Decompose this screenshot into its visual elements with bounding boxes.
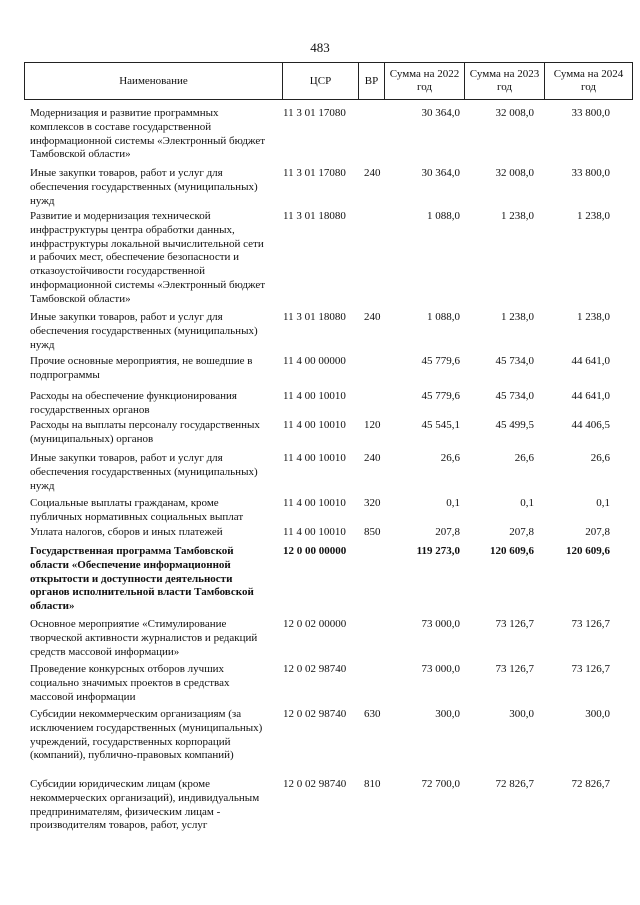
row-sum-2022: 0,1 [446, 497, 460, 509]
header-vr: ВР [359, 63, 385, 100]
row-sum-2023: 32 008,0 [495, 107, 534, 119]
row-sum-2022: 45 779,6 [421, 355, 460, 367]
row-vr: 810 [364, 778, 381, 790]
row-sum-2024: 73 126,7 [571, 663, 610, 675]
row-csr: 12 0 02 98740 [283, 778, 347, 790]
row-name: Расходы на обеспечение функционирования государственных органов [30, 390, 237, 416]
row-sum-2022: 1 088,0 [427, 210, 460, 222]
row-vr: 240 [364, 167, 381, 179]
row-sum-2024: 207,8 [585, 526, 610, 538]
row-sum-2022: 73 000,0 [421, 618, 460, 630]
row-name: Субсидии юридическим лицам (кроме некоммерческих организаций), индивидуальным предпринимателям, физическим лицам - производителям товаров, работ, услуг [30, 778, 260, 832]
row-sum-2023: 300,0 [509, 708, 534, 720]
row-sum-2024: 33 800,0 [571, 167, 610, 179]
row-csr: 11 4 00 10010 [283, 526, 346, 538]
row-sum-2023: 1 238,0 [501, 210, 534, 222]
row-sum-2022: 1 088,0 [427, 311, 460, 323]
row-sum-2024: 72 826,7 [571, 778, 610, 790]
row-sum-2024: 44 406,5 [571, 419, 610, 431]
row-sum-2024: 26,6 [590, 452, 610, 464]
header-name: Наименование [25, 63, 283, 100]
row-sum-2024: 1 238,0 [577, 210, 610, 222]
row-sum-2023: 120 609,6 [490, 545, 534, 557]
row-csr: 12 0 02 00000 [283, 618, 347, 630]
row-sum-2023: 1 238,0 [501, 311, 534, 323]
row-csr: 11 4 00 10010 [283, 390, 346, 402]
row-vr: 120 [364, 419, 381, 431]
row-csr: 11 4 00 10010 [283, 452, 346, 464]
row-sum-2023: 32 008,0 [495, 167, 534, 179]
row-sum-2022: 300,0 [435, 708, 460, 720]
row-sum-2024: 44 641,0 [571, 390, 610, 402]
header-sum-2022: Сумма на 2022 год [385, 63, 465, 100]
row-sum-2024: 73 126,7 [571, 618, 610, 630]
row-name: Государственная программа Тамбовской области «Обеспечение информационной открытости и доступности деятельности органов исполнительной власти Тамбовской области» [30, 545, 254, 613]
page-number: 483 [310, 40, 330, 55]
row-sum-2022: 45 779,6 [421, 390, 460, 402]
header-sum-2023: Сумма на 2023 год [465, 63, 545, 100]
row-sum-2023: 0,1 [520, 497, 534, 509]
row-csr: 11 4 00 10010 [283, 419, 346, 431]
row-sum-2022: 119 273,0 [416, 545, 460, 557]
row-vr: 240 [364, 452, 381, 464]
row-sum-2024: 1 238,0 [577, 311, 610, 323]
row-name: Основное мероприятие «Стимулирование творческой активности журналистов и редакций средств массовой информации» [30, 618, 258, 658]
row-sum-2023: 73 126,7 [495, 618, 534, 630]
row-vr: 850 [364, 526, 381, 538]
row-csr: 11 3 01 18080 [283, 210, 346, 222]
row-vr: 320 [364, 497, 381, 509]
row-sum-2022: 30 364,0 [421, 167, 460, 179]
row-sum-2024: 44 641,0 [571, 355, 610, 367]
row-name: Иные закупки товаров, работ и услуг для обеспечения государственных (муниципальных) нужд [30, 311, 258, 351]
header-sum-2024: Сумма на 2024 год [545, 63, 633, 100]
row-csr: 11 3 01 17080 [283, 107, 346, 119]
row-csr: 11 3 01 17080 [283, 167, 346, 179]
row-sum-2022: 45 545,1 [421, 419, 460, 431]
row-csr: 11 4 00 00000 [283, 355, 346, 367]
header-csr: ЦСР [283, 63, 359, 100]
row-vr: 240 [364, 311, 381, 323]
row-sum-2022: 26,6 [440, 452, 460, 464]
row-csr: 12 0 00 00000 [283, 545, 347, 557]
row-name: Социальные выплаты гражданам, кроме публичных нормативных социальных выплат [30, 497, 244, 523]
row-csr: 12 0 02 98740 [283, 708, 347, 720]
row-sum-2023: 26,6 [514, 452, 534, 464]
row-name: Иные закупки товаров, работ и услуг для обеспечения государственных (муниципальных) нужд [30, 167, 258, 207]
row-name: Модернизация и развитие программных комплексов в составе государственной информационной системы «Электронный бюджет Тамбовской области» [30, 107, 266, 161]
row-sum-2024: 120 609,6 [566, 545, 610, 557]
row-sum-2022: 30 364,0 [421, 107, 460, 119]
row-sum-2023: 72 826,7 [495, 778, 534, 790]
row-sum-2023: 45 734,0 [495, 355, 534, 367]
row-vr: 630 [364, 708, 381, 720]
row-name: Уплата налогов, сборов и иных платежей [30, 526, 223, 538]
row-sum-2023: 207,8 [509, 526, 534, 538]
row-sum-2023: 73 126,7 [495, 663, 534, 675]
row-name: Проведение конкурсных отборов лучших социально значимых проектов в средствах массовой информации [30, 663, 230, 703]
row-csr: 11 3 01 18080 [283, 311, 346, 323]
row-sum-2024: 33 800,0 [571, 107, 610, 119]
row-sum-2023: 45 499,5 [495, 419, 534, 431]
row-name: Расходы на выплаты персоналу государственных (муниципальных) органов [30, 419, 260, 445]
row-csr: 12 0 02 98740 [283, 663, 347, 675]
row-sum-2022: 207,8 [435, 526, 460, 538]
row-csr: 11 4 00 10010 [283, 497, 346, 509]
table-header [24, 62, 633, 100]
row-sum-2022: 72 700,0 [421, 778, 460, 790]
row-sum-2022: 73 000,0 [421, 663, 460, 675]
row-sum-2024: 300,0 [585, 708, 610, 720]
row-name: Развитие и модернизация технической инфраструктуры центра обработки данных, инфраструктуры локальной вычислительной сети и рабочих мест, обеспечение безопасности и отказоустойчивости государственной информационной системы «Электронный бюджет Тамбовской области» [30, 210, 266, 305]
row-sum-2024: 0,1 [596, 497, 610, 509]
row-name: Прочие основные мероприятия, не вошедшие в подпрограммы [30, 355, 253, 381]
row-sum-2023: 45 734,0 [495, 390, 534, 402]
row-name: Иные закупки товаров, работ и услуг для обеспечения государственных (муниципальных) нужд [30, 452, 258, 492]
row-name: Субсидии некоммерческим организациям (за исключением государственных (муниципальных) учреждений, государственных корпораций (компаний), публично-правовых компаний) [30, 708, 263, 762]
